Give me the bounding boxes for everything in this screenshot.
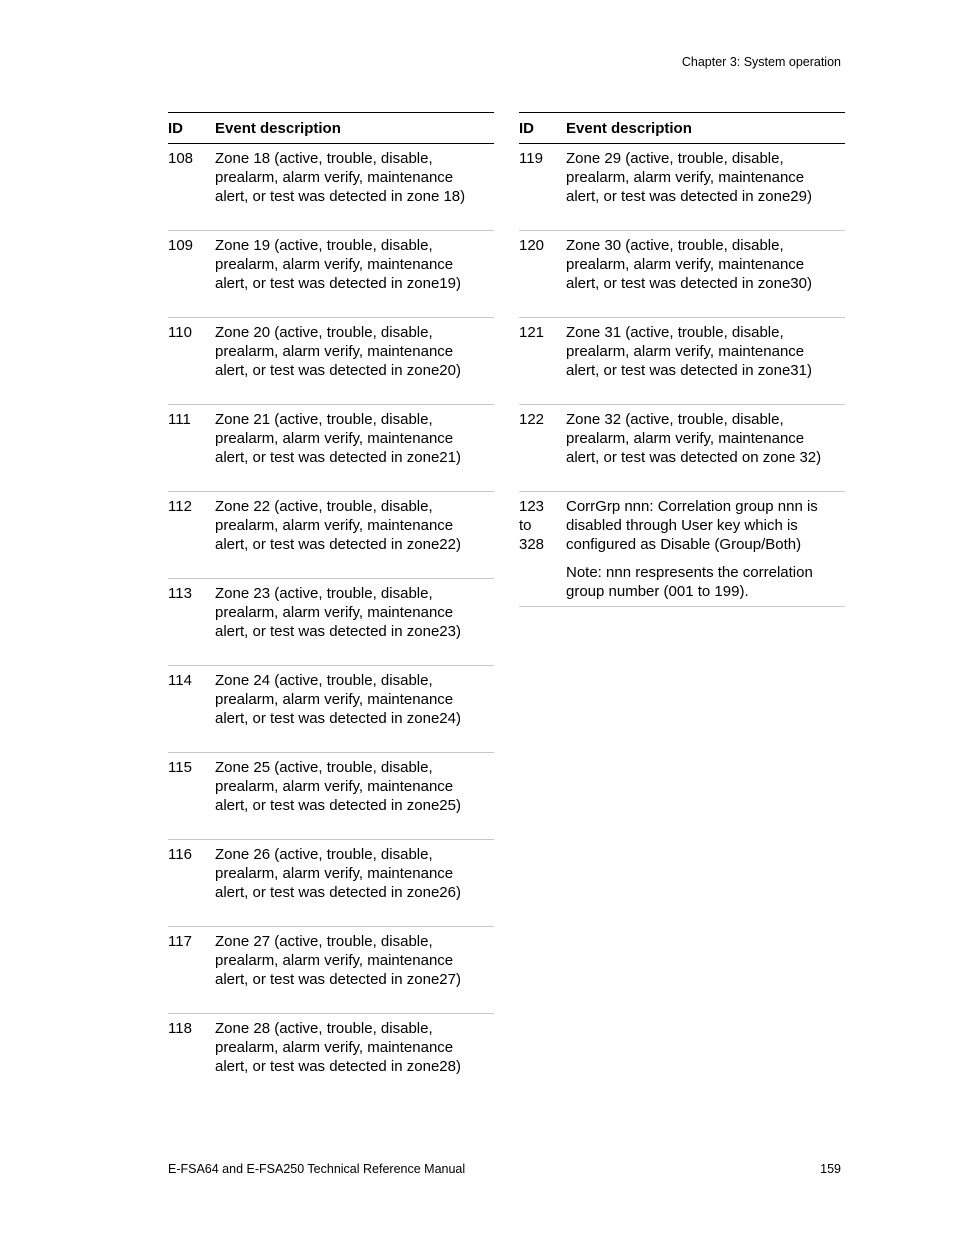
event-rows-right <box>519 144 845 607</box>
event-description-cell <box>566 144 845 231</box>
table-row <box>168 1014 494 1101</box>
footer-manual-title: E-FSA64 and E-FSA250 Technical Reference Manual <box>168 1162 466 1176</box>
event-description-line: prealarm, alarm verify, maintenance <box>566 343 805 360</box>
event-description-line: configured as Disable (Group/Both) <box>566 536 802 553</box>
table-row <box>168 927 494 1014</box>
event-id-cell: 113 <box>168 579 215 666</box>
table-header-row <box>168 113 494 144</box>
event-description-cell <box>215 318 494 405</box>
event-description-cell <box>566 405 845 492</box>
event-description-cell <box>215 405 494 492</box>
event-description-line: alert, or test was detected in zone30) <box>566 275 812 292</box>
event-id-cell: 121 <box>519 318 566 405</box>
event-description-line: alert, or test was detected in zone24) <box>215 710 461 727</box>
event-description-line: prealarm, alarm verify, maintenance <box>215 952 454 969</box>
event-description-line: prealarm, alarm verify, maintenance <box>566 169 805 186</box>
event-description-cell <box>215 753 494 840</box>
table-row <box>168 840 494 927</box>
description-column-header: Event description <box>566 113 845 144</box>
table-row <box>519 231 845 318</box>
event-description-cell <box>215 1014 494 1101</box>
table-row <box>168 231 494 318</box>
event-description-line: Zone 18 (active, trouble, disable, <box>215 150 433 167</box>
description-column-header: Event description <box>215 113 494 144</box>
event-description-line: alert, or test was detected in zone20) <box>215 362 461 379</box>
event-note-line: Note: nnn respresents the correlation <box>566 564 813 581</box>
event-description-cell <box>215 927 494 1014</box>
table-row <box>168 753 494 840</box>
event-id-cell: 122 <box>519 405 566 492</box>
table-row <box>168 144 494 231</box>
event-description-line: prealarm, alarm verify, maintenance <box>215 430 454 447</box>
table-row <box>519 492 845 607</box>
event-description-line: Zone 27 (active, trouble, disable, <box>215 933 433 950</box>
event-id-line: 328 <box>519 536 545 553</box>
event-id-cell: 116 <box>168 840 215 927</box>
event-description-line: alert, or test was detected in zone29) <box>566 188 812 205</box>
id-column-header: ID <box>168 113 215 144</box>
event-description-line: alert, or test was detected in zone22) <box>215 536 461 553</box>
event-description-line: Zone 24 (active, trouble, disable, <box>215 672 433 689</box>
table-row <box>519 144 845 231</box>
event-description-line: CorrGrp nnn: Correlation group nnn is <box>566 498 818 515</box>
event-id-cell: 119 <box>519 144 566 231</box>
event-id-cell: 108 <box>168 144 215 231</box>
event-id-cell: 117 <box>168 927 215 1014</box>
event-description-line: prealarm, alarm verify, maintenance <box>215 778 454 795</box>
table-row <box>168 492 494 579</box>
event-id-cell: 114 <box>168 666 215 753</box>
event-description-line: alert, or test was detected in zone25) <box>215 797 461 814</box>
event-description-line: prealarm, alarm verify, maintenance <box>215 1039 454 1056</box>
event-description-line: prealarm, alarm verify, maintenance <box>215 343 454 360</box>
event-description-line: alert, or test was detected in zone21) <box>215 449 461 466</box>
event-description-line: Zone 23 (active, trouble, disable, <box>215 585 433 602</box>
event-description-line: Zone 20 (active, trouble, disable, <box>215 324 433 341</box>
event-description-cell <box>215 144 494 231</box>
event-table-left <box>168 112 494 1101</box>
event-id-cell: 112 <box>168 492 215 579</box>
event-id-cell: 115 <box>168 753 215 840</box>
event-id-cell: 111 <box>168 405 215 492</box>
event-description-line: prealarm, alarm verify, maintenance <box>215 865 454 882</box>
event-description-line: Zone 26 (active, trouble, disable, <box>215 846 433 863</box>
event-rows-left <box>168 144 494 1101</box>
event-id-cell <box>519 492 566 607</box>
event-description-cell <box>566 492 845 607</box>
table-header-row <box>519 113 845 144</box>
event-description-line: alert, or test was detected in zone27) <box>215 971 461 988</box>
event-description-line: Zone 21 (active, trouble, disable, <box>215 411 433 428</box>
event-description-line: Zone 19 (active, trouble, disable, <box>215 237 433 254</box>
running-header: Chapter 3: System operation <box>681 55 841 69</box>
event-table-right <box>519 112 845 607</box>
event-note <box>566 563 845 601</box>
event-description-line: Zone 28 (active, trouble, disable, <box>215 1020 433 1037</box>
event-description-line: Zone 30 (active, trouble, disable, <box>566 237 784 254</box>
event-description-line: prealarm, alarm verify, maintenance <box>215 604 454 621</box>
table-row <box>168 579 494 666</box>
event-description-line: alert, or test was detected in zone23) <box>215 623 461 640</box>
event-description-cell <box>215 840 494 927</box>
event-description-line: Zone 22 (active, trouble, disable, <box>215 498 433 515</box>
event-description-cell <box>215 231 494 318</box>
id-column-header: ID <box>519 113 566 144</box>
event-id-cell: 120 <box>519 231 566 318</box>
table-row <box>168 405 494 492</box>
table-row <box>519 405 845 492</box>
event-description-line: alert, or test was detected in zone19) <box>215 275 461 292</box>
event-description-cell <box>566 231 845 318</box>
event-description-line: prealarm, alarm verify, maintenance <box>566 256 805 273</box>
event-description-line: alert, or test was detected in zone 18) <box>215 188 466 205</box>
table-row <box>168 666 494 753</box>
event-id-cell: 118 <box>168 1020 192 1037</box>
table-row <box>519 318 845 405</box>
event-description-line: alert, or test was detected in zone31) <box>566 362 812 379</box>
event-description-line: alert, or test was detected on zone 32) <box>566 449 822 466</box>
event-description-line: prealarm, alarm verify, maintenance <box>215 169 454 186</box>
event-description-cell <box>215 666 494 753</box>
event-description-line: disabled through User key which is <box>566 517 798 534</box>
event-description-line: Zone 32 (active, trouble, disable, <box>566 411 784 428</box>
event-description-line: prealarm, alarm verify, maintenance <box>566 430 805 447</box>
event-id-cell: 109 <box>168 231 215 318</box>
event-description-line: Zone 29 (active, trouble, disable, <box>566 150 784 167</box>
event-description-line: Zone 25 (active, trouble, disable, <box>215 759 433 776</box>
event-description-line: Zone 31 (active, trouble, disable, <box>566 324 784 341</box>
event-id-line: 123 <box>519 498 545 515</box>
event-note-line: group number (001 to 199). <box>566 583 749 600</box>
event-description-cell <box>566 318 845 405</box>
table-row <box>168 318 494 405</box>
page-number: 159 <box>820 1162 841 1176</box>
event-description-line: alert, or test was detected in zone28) <box>215 1058 461 1075</box>
event-description-line: prealarm, alarm verify, maintenance <box>215 691 454 708</box>
event-description-line: prealarm, alarm verify, maintenance <box>215 256 454 273</box>
event-description-cell <box>215 579 494 666</box>
event-id-line: to <box>519 517 532 534</box>
event-description-cell <box>215 492 494 579</box>
event-description-line: alert, or test was detected in zone26) <box>215 884 461 901</box>
event-description-line: prealarm, alarm verify, maintenance <box>215 517 454 534</box>
event-id-cell: 110 <box>168 318 215 405</box>
